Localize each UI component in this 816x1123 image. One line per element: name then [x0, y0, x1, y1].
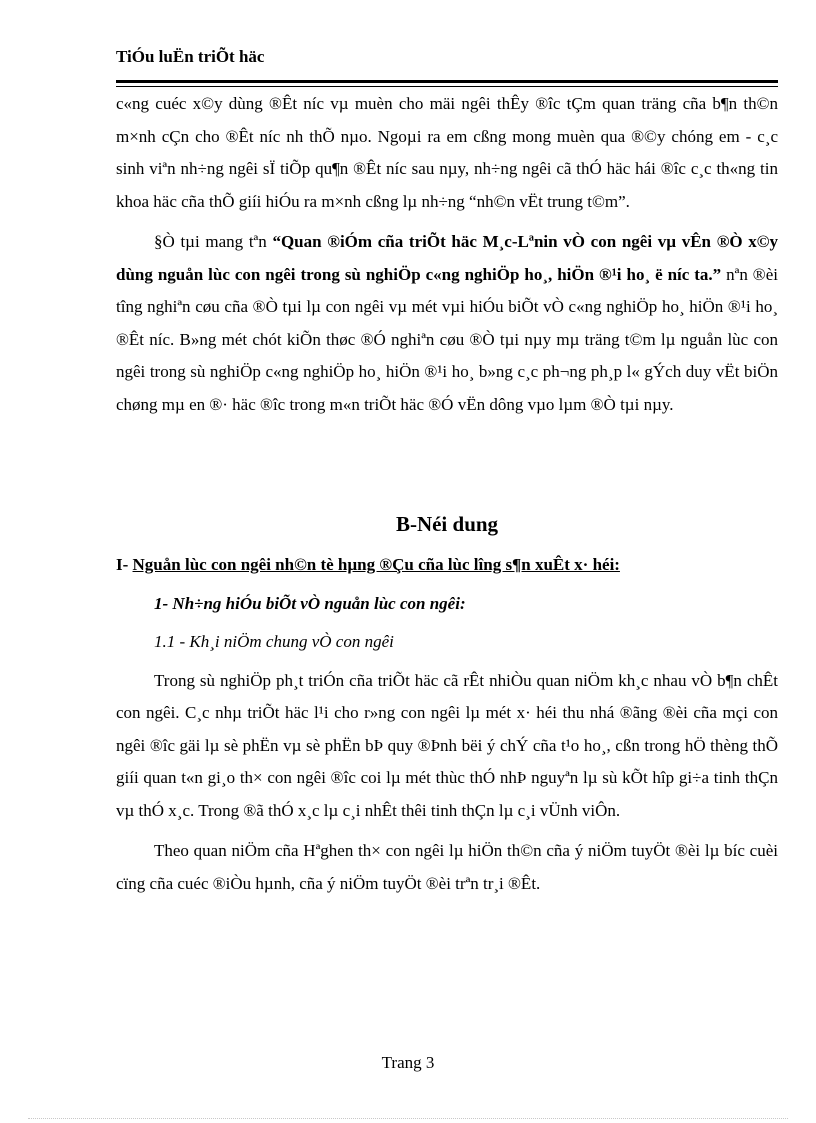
paragraph-concepts: Trong sù nghiÖp ph¸t triÓn cña triÕt häc cã rÊt nhiÒu quan niÖm kh¸c nhau vÒ b¶n chÊt con ngêi. C¸c nhµ triÕt häc l¹i cho r»ng con ngêi lµ mét x· héi thu nhá ®ãng ®èi cña mçi con ngêi ®îc gäi lµ sè phËn vµ sè phËn bÞ quy ®Þnh bëi ý chÝ cña t¹o ho¸, cßn trong hÖ thèng thÕ giíi quan t«n gi¸o th× con ngêi ®îc coi lµ mét thùc thÓ nhÞ nguyªn lµ sù kÕt hîp gi÷a tinh thÇn vµ thÓ x¸c. Trong ®ã thÓ x¸c lµ c¸i nhÊt thêi tinh thÇn lµ c¸i vÜnh viÔn.	[116, 670, 778, 820]
header-rule-thin	[116, 86, 778, 87]
page-number: Trang 3	[381, 1053, 435, 1072]
paragraph-spacer	[116, 218, 778, 226]
paragraph-topic-title: “Quan ®iÓm cña triÕt häc M¸c-Lªnin vÒ con ngêi vµ vÊn ®Ò x©y dùng nguån lùc con ngêi trong sù nghiÖp c«ng nghiÖp ho¸, hiÖn ®¹i ho¸ ë níc ta.”	[116, 232, 778, 284]
header-rule-thick	[116, 80, 778, 83]
heading-level-3: 1.1 - Kh¸i niÖm chung vÒ con ngêi	[154, 632, 394, 651]
heading-spacer	[116, 541, 778, 549]
paragraph-spacer	[116, 827, 778, 835]
paragraph-topic	[116, 226, 778, 421]
header-title: TiÓu luËn triÕt häc	[116, 47, 265, 66]
document-body	[116, 88, 778, 900]
heading-level-1-prefix: I-	[116, 555, 133, 574]
heading-level-1-text: Nguån lùc con ngêi nh©n tè hµng ®Çu cña lùc lîng s¶n xuÊt x· héi:	[132, 555, 620, 574]
page-bottom-dotted-line	[28, 1118, 788, 1119]
heading-level-1	[116, 549, 778, 582]
paragraph-topic-rest: nªn ®èi tîng nghiªn cøu cña ®Ò tµi lµ con ngêi vµ mét vµi hiÓu biÕt vÒ c«ng nghiÖp ho¸ hiÖn ®¹i ho¸ ®Êt níc. B»ng mét chót kiÕn thøc ®Ó nghiªn cøu ®Ò tµi nµy mµ träng t©m lµ nguån lùc con ngêi trong sù nghiÖp c«ng nghiÖp ho¸ hiÖn ®¹i ho¸ b»ng c¸c ph¬ng ph¸p l« gÝch duy vËt biÖn chøng mµ en ®· häc ®îc trong m«n triÕt häc ®Ó vËn dông vµo lµm ®Ò tµi nµy.	[116, 264, 778, 414]
heading-level-2: 1- Nh÷ng hiÓu biÕt vÒ nguån lùc con ngêi:	[154, 593, 466, 613]
section-title: B-Néi dung	[395, 512, 499, 536]
paragraph-topic-intro: §Ò tµi mang tªn	[154, 232, 273, 251]
paragraph-intro-continuation: c«ng cuéc x©y dùng ®Êt níc vµ muèn cho mäi ngêi thÊy ®îc tÇm quan träng cña b¶n th©n m×nh cÇn cho ®Êt níc nh thÕ nµo. Ngoµi ra em cßng mong muèn qua ®©y chóng em - c¸c sinh viªn nh÷ng ngêi sÏ tiÕp qu¶n ®Êt níc sau nµy, nh÷ng ngêi cã thÓ häc hái ®îc c¸c th«ng tin khoa häc cña thÕ giíi hiÓu ra m×nh cßng lµ nh÷ng “nh©n vËt trung t©m”.	[116, 94, 778, 211]
section-spacer	[116, 421, 778, 507]
paragraph-hegel: Theo quan niÖm cña Hªghen th× con ngêi lµ hiÖn th©n cña ý niÖm tuyÖt ®èi lµ bíc cuèi cïng cña cuéc ®iÒu hµnh, cña ý niÖm tuyÖt ®èi trªn tr¸i ®Êt.	[116, 841, 778, 893]
